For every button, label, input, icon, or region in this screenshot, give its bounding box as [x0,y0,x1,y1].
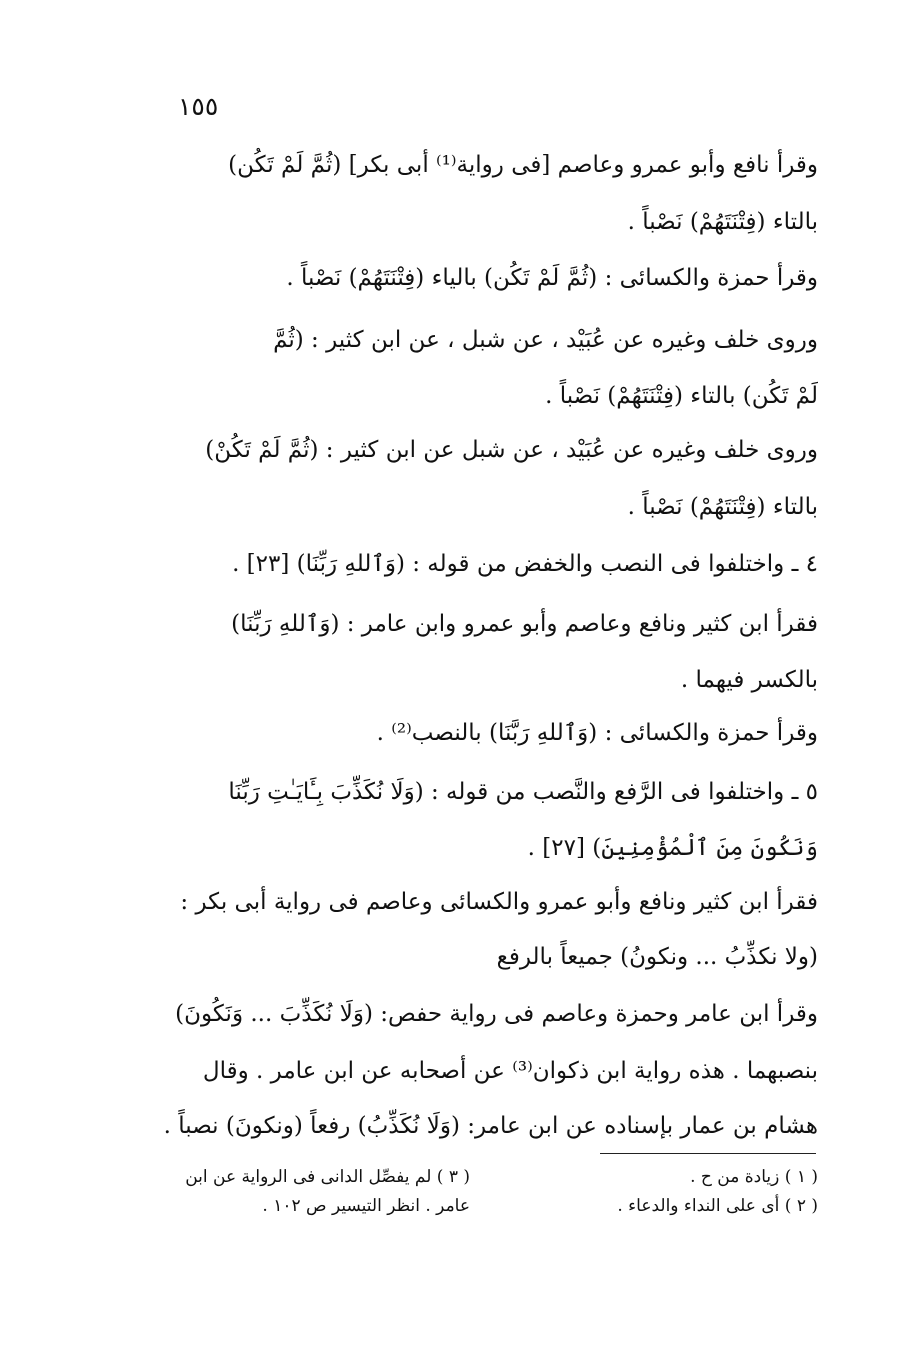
paragraph-line: وروى خلف وغيره عن عُبَيْد ، عن شبل ، عن ابن كثير : (ثُمَّ [273,327,818,353]
section-heading-5: ٥ ـ واختلفوا فى الرَّفع والنَّصب من قوله : (وَلَا نُكَذِّبَ بِـَٔايَـٰتِ رَبِّنَا [228,779,818,805]
paragraph-line: بالكسر فيهما . [680,667,818,693]
paragraph-line: فقرأ ابن كثير ونافع وعاصم وأبو عمرو وابن عامر : (وَٱللهِ رَبِّنَا) [231,611,818,637]
paragraph-line: وقرأ حمزة والكسائى : (وَٱللهِ رَبَّنَا) بالنصب⁽²⁾ . [376,720,818,746]
paragraph-line: بالتاء (فِتْنَتَهُمْ) نَصْباً . [627,494,818,520]
paragraph-line: فقرأ ابن كثير ونافع وأبو عمرو والكسائى وعاصم فى رواية أبى بكر : [180,889,818,915]
paragraph-line: لَمْ تَكُن) بالتاء (فِتْنَتَهُمْ) نَصْباً . [545,383,818,409]
footnote-1: ( ١ ) زيادة من ح . [690,1167,818,1187]
section-heading-4: ٤ ـ واختلفوا فى النصب والخفض من قوله : (وَٱللهِ رَبِّنَا) [٢٣] . [232,551,818,577]
paragraph-line: وقرأ حمزة والكسائى : (ثُمَّ لَمْ تَكُن) بالياء (فِتْنَتَهُمْ) نَصْباً . [286,265,818,291]
paragraph-line: بالتاء (فِتْنَتَهُمْ) نَصْباً . [627,209,818,235]
footnote-3-continued: عامر . انظر التيسير ص ١٠٢ . [262,1196,470,1216]
footnote-divider [600,1153,816,1154]
page-number: ١٥٥ [178,92,219,121]
paragraph-line: بنصبهما . هذه رواية ابن ذكوان⁽³⁾ عن أصحابه عن ابن عامر . وقال [202,1058,818,1084]
paragraph-line: وقرأ ابن عامر وحمزة وعاصم فى رواية حفص: (وَلَا نُكَذِّبَ ... وَنَكُونَ) [175,1001,818,1027]
paragraph-line: وروى خلف وغيره عن عُبَيْد ، عن شبل عن ابن كثير : (ثُمَّ لَمْ تَكُنْ) [205,437,818,463]
paragraph-line: وَنَكُونَ مِنَ ٱلْمُؤْمِنِينَ) [٢٧] . [527,835,818,861]
paragraph-line: وقرأ نافع وأبو عمرو وعاصم [فى رواية⁽¹⁾ أبى بكر] (ثُمَّ لَمْ تَكُن) [228,152,818,178]
footnote-2: ( ٢ ) أى على النداء والدعاء . [617,1196,818,1216]
paragraph-line: (ولا نكذِّبُ ... ونكونُ) جميعاً بالرفع [496,944,818,970]
paragraph-line: هشام بن عمار بإسناده عن ابن عامر: (وَلَا نُكَذِّبُ) رفعاً (ونكونَ) نصباً . [163,1113,818,1139]
footnote-3: ( ٣ ) لم يفصِّل الدانى فى الرواية عن ابن [185,1167,470,1187]
